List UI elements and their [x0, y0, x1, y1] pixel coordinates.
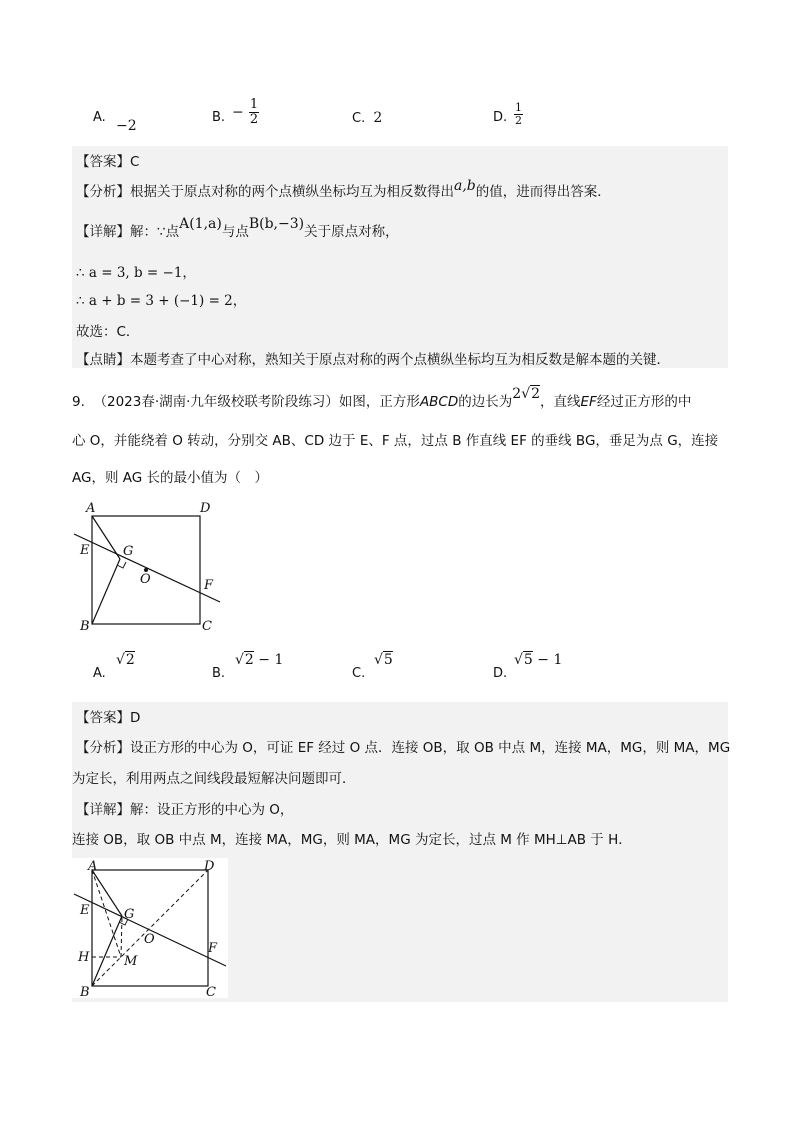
q9-stem-line3: AG，则 AG 长的最小值为（ ） — [72, 470, 269, 486]
label-b: B — [80, 985, 90, 998]
q9-option-b: B. — [212, 666, 226, 681]
q8-detail-line3: ∴ a + b = 3 + (−1) = 2， — [76, 293, 247, 309]
q8-detail-line4: 故选：C． — [76, 324, 140, 340]
q8-detail: 【详解】解：∵点A(1,a)与点B(b,−3)关于原点对称， — [76, 216, 399, 240]
q9-stem-line2: 心 O，并能绕着 O 转动，分别交 AB、CD 边于 E、F 点，过点 B 作直线 EF 的垂线 BG，垂足为点 G，连接 — [72, 433, 719, 449]
label-a: A — [86, 501, 96, 516]
option-d-value — [514, 102, 523, 127]
side-length: 2√2 — [512, 386, 541, 402]
line-ef — [74, 534, 220, 602]
q9-option-c-value: √5 — [374, 652, 393, 668]
label-d: D — [204, 859, 215, 874]
q9-stem-line1: 9. （2023春·湖南·九年级校联考阶段练习）如图，正方形ABCD的边长为2√2，直线EF经过正方形的中 — [72, 386, 692, 410]
q8-detail-line2: ∴ a = 3, b = −1， — [76, 265, 196, 281]
label-b: B — [80, 619, 90, 634]
option-a: A. — [93, 110, 106, 125]
label-d: D — [200, 501, 211, 516]
q9-option-a-value: √2 — [116, 652, 135, 668]
label-e: E — [80, 903, 90, 918]
option-d: D. — [493, 110, 508, 125]
fraction: $\frac{1}{2}$ — [515, 101, 522, 127]
label-e: E — [80, 543, 90, 558]
label-f: F — [204, 578, 214, 593]
q9-option-d-value: √5 − 1 — [514, 652, 563, 668]
q9-figure — [70, 498, 230, 638]
label-o: O — [140, 572, 151, 587]
label-a: A — [88, 859, 98, 874]
option-b: B. — [212, 110, 226, 125]
label-h: H — [78, 950, 90, 965]
label-g: G — [123, 544, 134, 559]
q8-comment: 【点睛】本题考查了中心对称，熟知关于原点对称的两个点横纵坐标均互为相反数是解本题的关键． — [76, 352, 670, 368]
option-b-value: − $\frac{1}{2}$ — [232, 97, 259, 127]
q9-option-b-value: √2 − 1 — [235, 652, 284, 668]
label-m: M — [124, 954, 138, 969]
segment-bg — [92, 559, 120, 624]
q9-solution-figure — [72, 858, 228, 998]
q9-analysis-line2: 为定长，利用两点之间线段最短解决问题即可． — [72, 771, 356, 787]
q9-answer: 【答案】D — [76, 710, 141, 726]
q9-detail: 【详解】解：设正方形的中心为 O， — [76, 802, 294, 818]
q8-analysis: 【分析】根据关于原点对称的两个点横纵坐标均互为相反数得出a,b的值，进而得出答案． — [76, 178, 611, 200]
label-c: C — [206, 985, 216, 998]
label-f: F — [208, 941, 218, 956]
q9-option-a: A. — [93, 666, 106, 681]
q9-detail-line2: 连接 OB，取 OB 中点 M，连接 MA，MG，则 MA，MG 为定长，过点 M 作 MH⊥AB 于 H． — [72, 832, 632, 848]
option-a-value: −2 — [116, 118, 137, 134]
q9-option-d: D. — [493, 666, 508, 681]
q9-option-c: C. — [352, 666, 366, 681]
q8-answer: 【答案】C — [76, 154, 140, 170]
label-g: G — [124, 907, 135, 922]
segment-ag — [92, 516, 120, 559]
q9-analysis: 【分析】设正方形的中心为 O，可证 EF 经过 O 点．连接 OB，取 OB 中点 M，连接 MA，MG，则 MA，MG — [76, 740, 731, 756]
fraction: $\frac{1}{2}$ — [249, 97, 259, 127]
option-c: C. 2 — [352, 110, 383, 126]
label-c: C — [202, 619, 212, 634]
label-o: O — [144, 932, 155, 947]
